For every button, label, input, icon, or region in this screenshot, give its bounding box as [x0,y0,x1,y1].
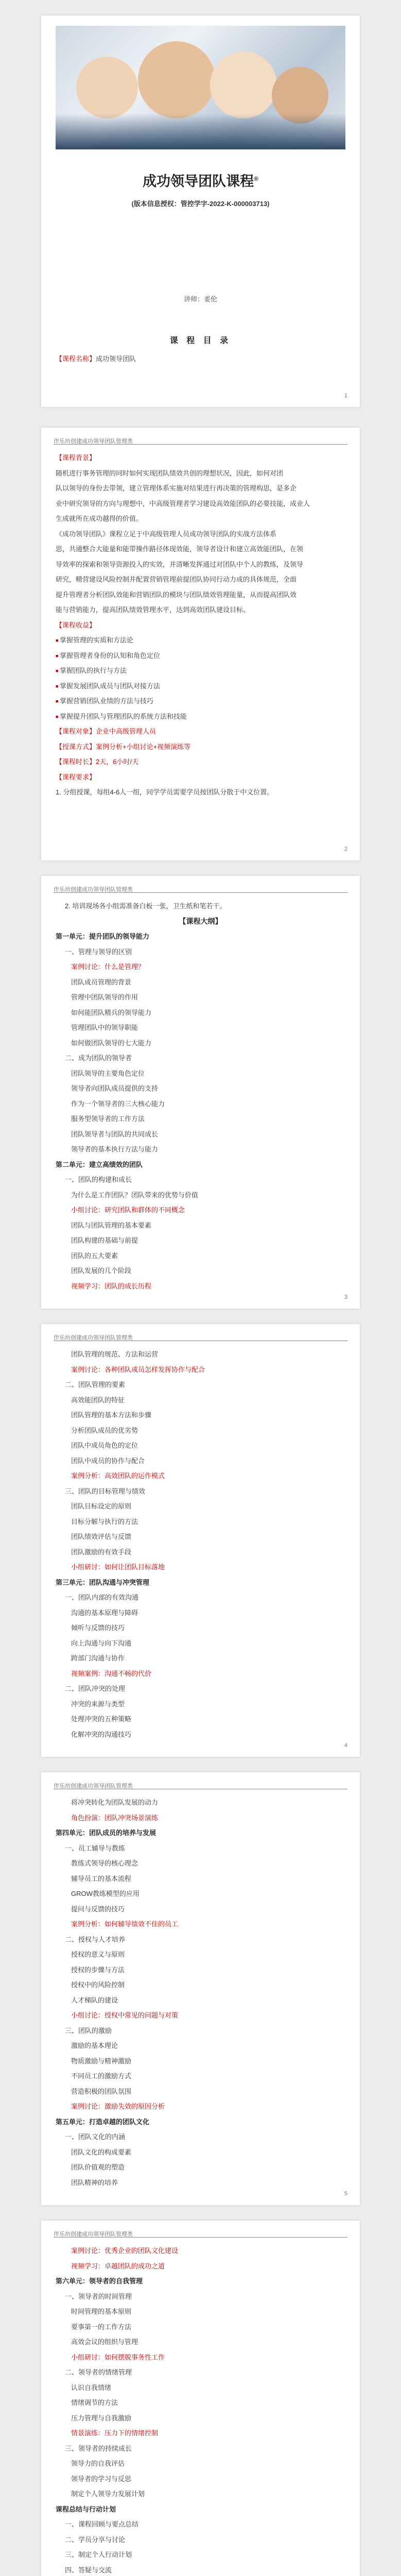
text-line: 作为一个领导者的三大核心能力 [71,1099,165,1108]
highlight-line: 【课程时长】2天，6小时/天 [56,758,139,766]
text-line: 二、授权与人才培养 [65,1935,126,1943]
page-header: 伴乐坊创建成功领导团队管理类 [54,885,347,893]
highlight-line: 小组讨论：授权中常见的问题与对策 [71,2011,179,2019]
highlight-line: 小组讨论：研究团队和群体的不同概念 [71,1206,185,1214]
highlight-line: 视频学习：卓越团队的成功之道 [71,2262,165,2270]
content-page [41,428,360,860]
text-line: 要事第一的工作方法 [71,2323,132,2331]
text-line: 团队构建的基础与前提 [71,1236,138,1244]
text-line: 领导力的自我评估 [71,2460,125,2467]
text-line: 团队文化的构成要素 [71,2148,132,2156]
page-content [56,1347,345,1742]
text-line: 一、领导者的时间管理 [65,2292,132,2300]
text-line: 二、学员分享与讨论 [65,2535,126,2544]
text-line: 团队的五大要素 [71,1251,118,1260]
text-line: 团队管理的规范、方法和运营 [71,1350,159,1358]
text-line: 团队绩效评估与反馈 [71,1533,132,1540]
page-number: 4 [344,1742,347,1749]
text-line: 激励的基本理论 [71,2042,118,2049]
text-line: 导效率的探索和领导资源投入的实效，并清晰发挥通过对团队中个人的教练，及领导 [56,560,304,568]
text-line: 教练式领导的核心理念 [71,1859,138,1867]
text-line: 研究，精营建设风险控制并配置营销管理前提团队协同行动力成的具体规范，全面 [56,575,297,583]
text-line: 制定个人领导力发展计划 [71,2490,145,2498]
text-line: 三、团队的激励 [65,2026,112,2035]
text-line: 四、答疑与交流 [65,2566,112,2574]
content-page [41,1324,360,1757]
page-header: 伴乐坊创建成功领导团队管理类 [54,1333,347,1341]
unit-heading: 第六单元：领导者的自我管理 [56,2277,143,2285]
highlight-line: 案例讨论：激励失效的原因分析 [71,2103,165,2110]
text-line: 管理团队中的领导职能 [71,1024,138,1031]
text-line: 为什么是工作团队？团队带来的优势与价值 [71,1191,199,1199]
text-line: 倾听与反馈的技巧 [71,1624,125,1632]
unit-heading: 课程总结与行动计划 [56,2505,116,2513]
text-line: ■ 掌握管理的实质和方法论 [56,633,345,648]
text-line: 将冲突转化为团队发展的动力 [71,1799,159,1806]
text-line: 化解冲突的沟通技巧 [71,1730,132,1738]
text-line: 队以领导的身份去带领，建立管理体系实施对结果进行再决策的管理构思，是多企 [56,484,297,492]
course-title: 成功领导团队课程® [143,174,258,189]
text-line: 高效会议的组织与管理 [71,2338,138,2346]
text-line: 目标分解与执行的方法 [71,1517,138,1526]
course-subtitle: (版本信息授权：管控学字-2022-K-000003713) [131,200,270,208]
text-line: 一、员工辅导与教练 [65,1844,126,1852]
page-content [56,899,345,1294]
text-line: 领导者的基本执行方法与能力 [71,1145,159,1153]
text-line: 一、课程回顾与要点总结 [65,2520,139,2528]
page-header: 伴乐坊创建成功领导团队管理类 [54,437,347,445]
text-line: 授权的意义与原则 [71,1951,125,1958]
text-line: 跨部门沟通与协作 [71,1654,125,1662]
content-page [41,1772,360,2205]
text-line: 如何做团队领导的七大能力 [71,1039,152,1047]
highlight-line: 【课程要求】 [56,773,96,781]
text-line: 一、团队内部的有效沟通 [65,1594,139,1601]
content-page [41,876,360,1309]
highlight-line: 小组研讨：如何让团队目标落地 [71,1563,165,1571]
page-header: 伴乐坊创建成功领导团队管理类 [54,2230,347,2238]
highlight-line: 【课程收益】 [56,621,96,629]
text-line: 团队领导者与团队的共同成长 [71,1130,159,1138]
text-line: ■ 掌握营销团队业绩的方法与技巧 [56,693,345,709]
text-line: 二、团队管理的要素 [65,1381,126,1388]
text-line: 三、团队的目标管理与绩效 [65,1487,146,1495]
text-line: 团队目标设定的原则 [71,1502,132,1510]
text-line: 冲突的来源与类型 [71,1700,125,1708]
text-line: 向上沟通与向下沟通 [71,1639,132,1647]
text-line: 物质激励与精神激励 [71,2057,132,2065]
page-number: 5 [344,2191,347,2197]
text-line: 管理中团队领导的作用 [71,993,138,1001]
text-line: 处理冲突的五种策略 [71,1715,132,1723]
text-line: ■ 掌握团队的执行与方法 [56,663,345,679]
text-line: 【课程大纲】 [179,917,222,925]
text-line: 团队精神的培养 [71,2178,118,2187]
cover-image [56,26,345,149]
text-line: 压力管理与自我激励 [71,2414,132,2422]
page-number: 2 [344,846,347,852]
text-line: 高效能团队的特征 [71,1396,125,1404]
highlight-line: 案例分析：如何辅导绩效不佳的员工 [71,1920,179,1928]
highlight-line: 【课程背景】 [56,454,96,462]
highlight-line: 视频案例：沟通不畅的代价 [71,1669,152,1677]
text-line: 团队发展的几个阶段 [71,1267,132,1275]
highlight-line: 案例分析：高效团队的运作模式 [71,1472,165,1480]
text-line: 一、团队的构建和成长 [65,1176,132,1183]
text-line: 团队激励的有效手段 [71,1548,132,1556]
text-line: 三、制定个人行动计划 [65,2551,132,2558]
text-line: 能与营销能力，提高团队绩效管理水平，达到高效团队建设目标。 [56,606,250,614]
unit-heading: 第二单元：建立高绩效的团队 [56,1160,143,1168]
toc-heading: 课 程 目 录 [169,336,232,345]
page-header: 伴乐坊创建成功领导团队管理类 [54,1782,347,1789]
highlight-line: 角色扮演：团队冲突场景演练 [71,1814,159,1822]
text-line: 服务型领导者的工作方法 [71,1115,145,1123]
unit-heading: 第三单元：团队沟通与冲突管理 [56,1578,150,1586]
text-line: 一、管理与领导的区别 [65,947,132,956]
text-line: 三、领导者的持续成长 [65,2444,132,2452]
highlight-line: 【课程对象】企业中高级管理人员 [56,727,156,735]
text-line: 团队中成员角色的定位 [71,1442,138,1449]
text-line: 团队管理的基本方法和步骤 [71,1411,152,1419]
highlight-line: 案例讨论：优秀企业的团队文化建设 [71,2247,179,2255]
highlight-line: 小组研讨：如何摆脱事务性工作 [71,2353,165,2361]
text-line: 领导者向团队成员提供的支持 [71,1084,159,1092]
text-line: 团队领导的主要角色定位 [71,1069,145,1077]
text-line: 时间管理的基本原则 [71,2308,132,2315]
text-line: 团队中成员的协作与配合 [71,1456,145,1465]
text-line: 二、成为团队的领导者 [65,1054,132,1062]
text-line: 领导者的学习与反思 [71,2475,132,2483]
highlight-line: 案例讨论：各种团队成员怎样发挥协作与配合 [71,1365,205,1374]
text-line: 辅导员工的基本流程 [71,1874,132,1883]
highlight-line: 案例讨论：什么是管理？ [71,963,145,971]
text-line: 思，共通整合大能量和能带操作路径体现效能，领导者设计和建立高效能团队，在领 [56,545,304,553]
highlight-line: 情景演练：压力下的情绪控制 [71,2429,159,2437]
text-line: 分析团队成员的优劣势 [71,1426,138,1434]
toc-entry: 【课程名称】成功领导团队 [56,355,136,363]
text-line: 二、团队冲突的处理 [65,1685,126,1692]
text-line: 沟通的基本原理与障碍 [71,1608,138,1617]
unit-heading: 第四单元：团队成员的培养与发展 [56,1829,156,1837]
cover-page [41,15,360,407]
text-line: 团队与团队管理的基本要素 [71,1221,152,1229]
text-line: GROW教练模型的应用 [71,1890,140,1897]
page-number: 3 [344,1294,347,1300]
text-line: 不同员工的激励方式 [71,2072,132,2080]
text-line: 授权的步骤与方法 [71,1965,125,1974]
text-line: 二、领导者的情绪管理 [65,2368,132,2376]
text-line: 情绪调节的方法 [71,2399,118,2406]
text-line: 1. 分组授课，每组4-6人一组，同学学员需要学员按团队分散于中文位置。 [56,788,274,796]
content-page [41,2221,360,2576]
highlight-line: 【授课方式】案例分析+小组讨论+视频演练等 [56,742,191,751]
page-content [56,2243,345,2576]
text-line: ■ 掌握发展团队成员与团队对接方法 [56,679,345,694]
page-content [56,450,345,800]
text-line: 随机进行事务管理的同时如何实现团队绩效共创的理想状况，因此，如何对团 [56,469,284,477]
text-line: 生成就所在成功越得的价值。 [56,515,143,522]
text-line: 团队成员管理的背景 [71,978,132,986]
text-line: 营造积极的团队氛围 [71,2087,132,2095]
text-line: 2. 培训现场各小组需准备白板一张，卫生纸和笔若干。 [65,902,226,910]
text-line: 认识自我情绪 [71,2383,112,2392]
highlight-line: 视频学习：团队的成长历程 [71,1282,152,1290]
text-line: 提问与反馈的技巧 [71,1905,125,1913]
text-line: 《成功领导团队》课程立足于中高级管理人员成功领导团队的实战方法体系 [56,530,277,538]
unit-heading: 第五单元：打造卓越的团队文化 [56,2117,150,2126]
text-line: 如何能团队精兵的领导能力 [71,1008,152,1016]
text-line: 业中研究领导的方向与理想中，中高级管理者学习建设高效能团队的必要技能，成业人 [56,499,310,507]
text-line: 团队价值观的塑造 [71,2163,125,2171]
text-line: 提升管理者分析团队效能和营销团队的模块与团队绩效管理能量，从而提高团队效 [56,590,297,599]
author-line: 讲师：姜伦 [183,295,217,303]
text-line: 一、团队文化的内涵 [65,2133,126,2141]
page-number: 1 [344,393,347,399]
page-content [56,1795,345,2190]
unit-heading: 第一单元：提升团队的领导能力 [56,933,150,940]
text-line: ■ 掌握管理者身份的认知和角色定位 [56,648,345,664]
text-line: 人才梯队的建设 [71,1996,118,2004]
text-line: 授权中的风险控制 [71,1981,125,1989]
text-line: ■ 掌握提升团队与管理团队的系统方法和技能 [56,709,345,724]
